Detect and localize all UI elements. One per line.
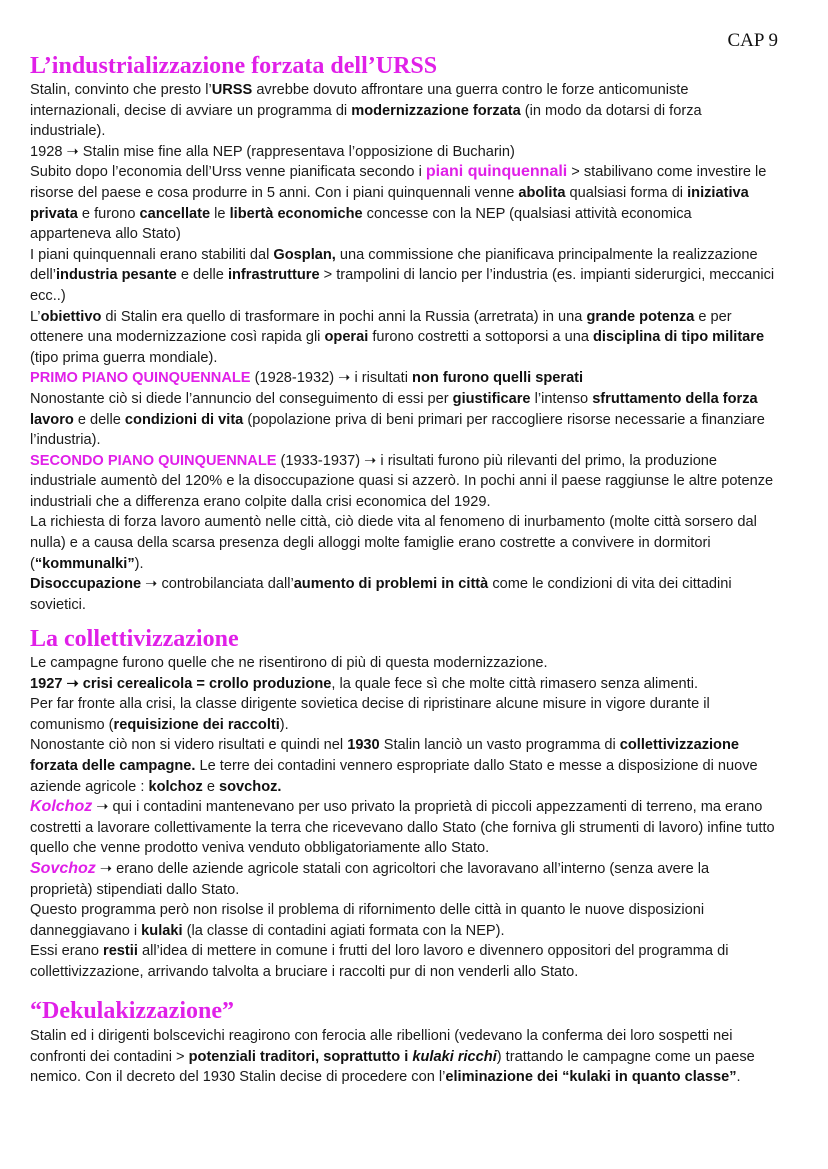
section-title-industrializzazione: L’industrializzazione forzata dell’URSS <box>30 53 438 79</box>
paragraph: I piani quinquennali erano stabiliti dal Gosplan, una commissione che pianificava principalmente la realizzazione dell’industria pesante e delle infrastrutture > trampolini di lancio per l’industria (es. impianti siderurgici, meccanici ecc..) <box>30 246 775 304</box>
paragraph: Kolchoz ➝ qui i contadini mantenevano per uso privato la proprietà di piccoli appezzamenti di terreno, ma erano costretti a lavorare collettivamente la terra che ricevevano dallo Stato (che forniva gli strumenti di lavoro) infine tutto quello che venne prodotto veniva venduto obbligatoriamente allo Stato. <box>30 798 775 857</box>
section-title-collettivizzazione: La collettivizzazione <box>30 626 239 652</box>
paragraph: 1928 ➝ Stalin mise fine alla NEP (rappresentava l’opposizione di Bucharin) <box>30 143 515 160</box>
paragraph: Nonostante ciò si diede l’annuncio del conseguimento di essi per giustificare l’intenso sfruttamento della forza lavoro e delle condizioni di vita (popolazione priva di beni primari per raccogliere risorse necessarie a finanziare l’industria). <box>30 390 765 449</box>
paragraph: Sovchoz ➝ erano delle aziende agricole statali con agricoltori che lavoravano all’interno (senza avere la proprietà) stipendiati dallo Stato. <box>30 859 710 898</box>
paragraph: Disoccupazione ➝ controbilanciata dall’aumento di problemi in città come le condizioni di vita dei cittadini sovietici. <box>30 576 732 613</box>
paragraph: Stalin ed i dirigenti bolscevichi reagirono con ferocia alle ribellioni (vedevano la conferma dei loro sospetti nei confronti dei contadini > potenziali traditori, soprattutto i kulaki ricchi) trattando le campagne come un paese nemico. Con il decreto del 1930 Stalin decise di procedere con l’eliminazione dei “kulaki in quanto classe”. <box>30 1028 755 1086</box>
paragraph: PRIMO PIANO QUINQUENNALE (1928-1932) ➝ i risultati non furono quelli sperati <box>30 370 584 387</box>
paragraph: Le campagne furono quelle che ne risentirono di più di questa modernizzazione. <box>30 655 548 671</box>
section-body-industrializzazione <box>30 80 775 615</box>
paragraph: L’obiettivo di Stalin era quello di trasformare in pochi anni la Russia (arretrata) in una grande potenza e per ottenere una modernizzazione così rapida gli operai furono costretti a sottoporsi a una disciplina di tipo militare (tipo prima guerra mondiale). <box>30 308 765 366</box>
paragraph: La richiesta di forza lavoro aumentò nelle città, ciò diede vita al fenomeno di inurbamento (molte città sorsero dal nulla) e a causa della scarsa presenza degli alloggi molte famiglie erano costrette a convivere in dormitori (“kommunalki”). <box>30 514 757 572</box>
paragraph: Subito dopo l’economia dell’Urss venne pianificata secondo i piani quinquennali > stabilivano come investire le risorse del paese e cosa produrre in 5 anni. Con i piani quinquennali venne abolita qualsiasi forma di iniziativa privata e furono cancellate le libertà economiche concesse con la NEP (qualsiasi attività economica apparteneva allo Stato) <box>30 163 767 243</box>
paragraph: SECONDO PIANO QUINQUENNALE (1933-1937) ➝ i risultati furono più rilevanti del primo, la produzione industriale aumentò del 120% e la disoccupazione quasi si azzerò. In pochi anni il paese raggiunse le altre potenze industriali che a differenza erano colpite dalla crisi economica del 1929. <box>30 452 774 510</box>
chapter-label: CAP 9 <box>727 30 778 51</box>
paragraph: Stalin, convinto che presto l’URSS avrebbe dovuto affrontare una guerra contro le forze anticomuniste internazionali, decise di avviare un programma di modernizzazione forzata (in modo da dotarsi di forza industriale). <box>30 82 702 140</box>
section-body-collettivizzazione <box>30 653 775 983</box>
paragraph: Questo programma però non risolse il problema di rifornimento delle città in quanto le nuove disposizioni danneggiavano i kulaki (la classe di contadini agiati formata con la NEP). <box>30 902 705 939</box>
paragraph: Per far fronte alla crisi, la classe dirigente sovietica decise di ripristinare alcune misure in vigore durante il comunismo (requisizione dei raccolti). <box>30 696 710 733</box>
paragraph: Nonostante ciò non si videro risultati e quindi nel 1930 Stalin lanciò un vasto programma di collettivizzazione forzata delle campagne. Le terre dei contadini vennero espropriate dallo Stato e messe a disposizione di nuove aziende agricole : kolchoz e sovchoz. <box>30 737 758 795</box>
section-title-dekulakizzazione: “Dekulakizzazione” <box>30 998 234 1024</box>
paragraph: Essi erano restii all’idea di mettere in comune i frutti del loro lavoro e divennero oppositori del programma di collettivizzazione, arrivando talvolta a bruciare i raccolti pur di non venderli allo Stato. <box>30 943 729 980</box>
paragraph: 1927 ➝ crisi cerealicola = crollo produzione, la quale fece sì che molte città rimasero senza alimenti. <box>30 675 699 692</box>
section-body-dekulakizzazione <box>30 1026 775 1088</box>
